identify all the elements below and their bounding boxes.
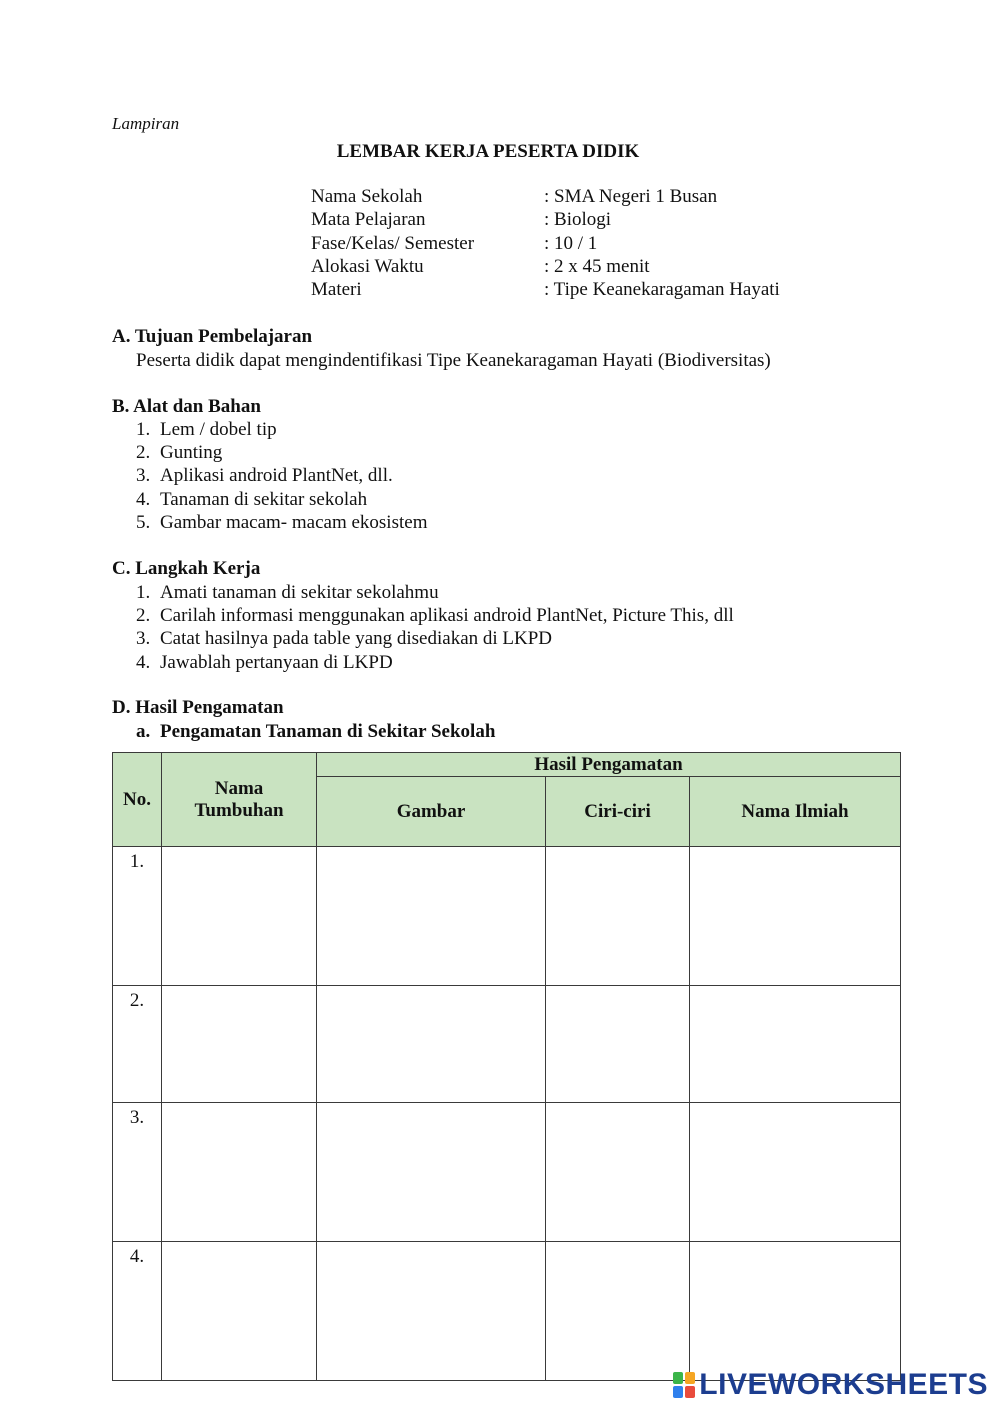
list-text: Gunting [160,442,223,464]
row-number: 3. [113,1103,162,1242]
watermark-text: LIVEWORKSHEETS [699,1368,988,1401]
info-row [311,278,780,301]
header-nama-line2: Tumbuhan [194,799,284,821]
section-a-body: Peserta didik dapat mengindentifikasi Tipe Keanekaragaman Hayati (Biodiversitas) [136,350,771,371]
section-d-subtitle [136,720,495,743]
observation-table [112,752,901,1381]
table-row [113,847,901,986]
cell-nama-ilmiah[interactable] [690,986,901,1103]
info-row [311,208,780,231]
cell-nama-tumbuhan[interactable] [162,847,317,986]
list-item [136,511,427,534]
info-value: : SMA Negeri 1 Busan [544,186,718,207]
list-number: 1. [136,419,151,440]
cell-nama-ilmiah[interactable] [690,847,901,986]
list-item [136,651,734,674]
cell-nama-tumbuhan[interactable] [162,986,317,1103]
list-text: Amati tanaman di sekitar sekolahmu [160,582,439,603]
header-nama-ilmiah: Nama Ilmiah [690,777,901,847]
header-gambar: Gambar [317,777,546,847]
liveworksheets-logo-icon [673,1372,695,1398]
table-row [113,1103,901,1242]
cell-gambar[interactable] [317,986,546,1103]
list-text: Lem / dobel tip [160,419,277,440]
list-item [136,581,734,604]
table-row [113,1242,901,1381]
cell-gambar[interactable] [317,1242,546,1381]
info-label: Materi [311,279,362,301]
list-item [136,441,427,464]
cell-ciri-ciri[interactable] [546,1103,690,1242]
list-number: 2. [136,442,151,464]
info-label: Fase/Kelas/ Semester [311,232,475,254]
header-nama-line1: Nama [214,777,264,799]
header-nama-tumbuhan [162,753,317,847]
page-title: LEMBAR KERJA PESERTA DIDIK [336,141,640,162]
info-value: : 2 x 45 menit [544,255,650,277]
list-item [136,488,427,511]
section-b-list [136,418,427,534]
section-c-list [136,581,734,674]
info-row [311,232,780,255]
list-item [136,464,427,487]
cell-gambar[interactable] [317,847,546,986]
list-number: 1. [136,582,151,603]
info-block [311,185,780,301]
list-number: 4. [136,488,151,510]
cell-ciri-ciri[interactable] [546,1242,690,1381]
info-value: : Tipe Keanekaragaman Hayati [544,279,780,301]
info-value: : Biologi [544,209,612,231]
info-value: : 10 / 1 [544,232,598,254]
row-number: 1. [113,847,162,986]
list-number: 2. [136,605,151,627]
header-hasil-pengamatan: Hasil Pengamatan [317,753,901,777]
info-row [311,185,780,208]
list-item [136,604,734,627]
list-text: Tanaman di sekitar sekolah [160,488,368,510]
cell-gambar[interactable] [317,1103,546,1242]
liveworksheets-watermark [673,1368,988,1402]
header-no: No. [113,753,162,847]
cell-ciri-ciri[interactable] [546,986,690,1103]
cell-nama-ilmiah[interactable] [690,1103,901,1242]
info-row [311,255,780,278]
lampiran-label: Lampiran [112,114,180,133]
cell-nama-tumbuhan[interactable] [162,1242,317,1381]
table-header-row [113,753,901,777]
list-number: 4. [136,651,151,673]
section-c-title: C. Langkah Kerja [112,558,261,579]
list-text: Catat hasilnya pada table yang disediakan di LKPD [160,628,553,650]
row-number: 4. [113,1242,162,1381]
info-label: Alokasi Waktu [311,255,424,277]
list-item [136,418,427,441]
list-text: Aplikasi android PlantNet, dll. [160,465,393,487]
list-text: Carilah informasi menggunakan aplikasi android PlantNet, Picture This, dll [160,605,734,627]
list-item [136,627,734,650]
section-b-title: B. Alat dan Bahan [112,396,261,417]
list-number: 3. [136,628,151,650]
row-number: 2. [113,986,162,1103]
list-number: 3. [136,465,151,487]
subtitle-letter: a. [136,721,151,742]
cell-ciri-ciri[interactable] [546,847,690,986]
list-text: Jawablah pertanyaan di LKPD [160,651,393,673]
cell-nama-ilmiah[interactable] [690,1242,901,1381]
list-number: 5. [136,511,151,533]
subtitle-text: Pengamatan Tanaman di Sekitar Sekolah [160,721,496,742]
list-text: Gambar macam- macam ekosistem [160,511,428,533]
info-label: Mata Pelajaran [311,209,426,231]
cell-nama-tumbuhan[interactable] [162,1103,317,1242]
header-ciri-ciri: Ciri-ciri [546,777,690,847]
info-label: Nama Sekolah [311,186,423,207]
section-a-title: A. Tujuan Pembelajaran [112,326,313,347]
section-d-title: D. Hasil Pengamatan [112,697,284,718]
table-row [113,986,901,1103]
